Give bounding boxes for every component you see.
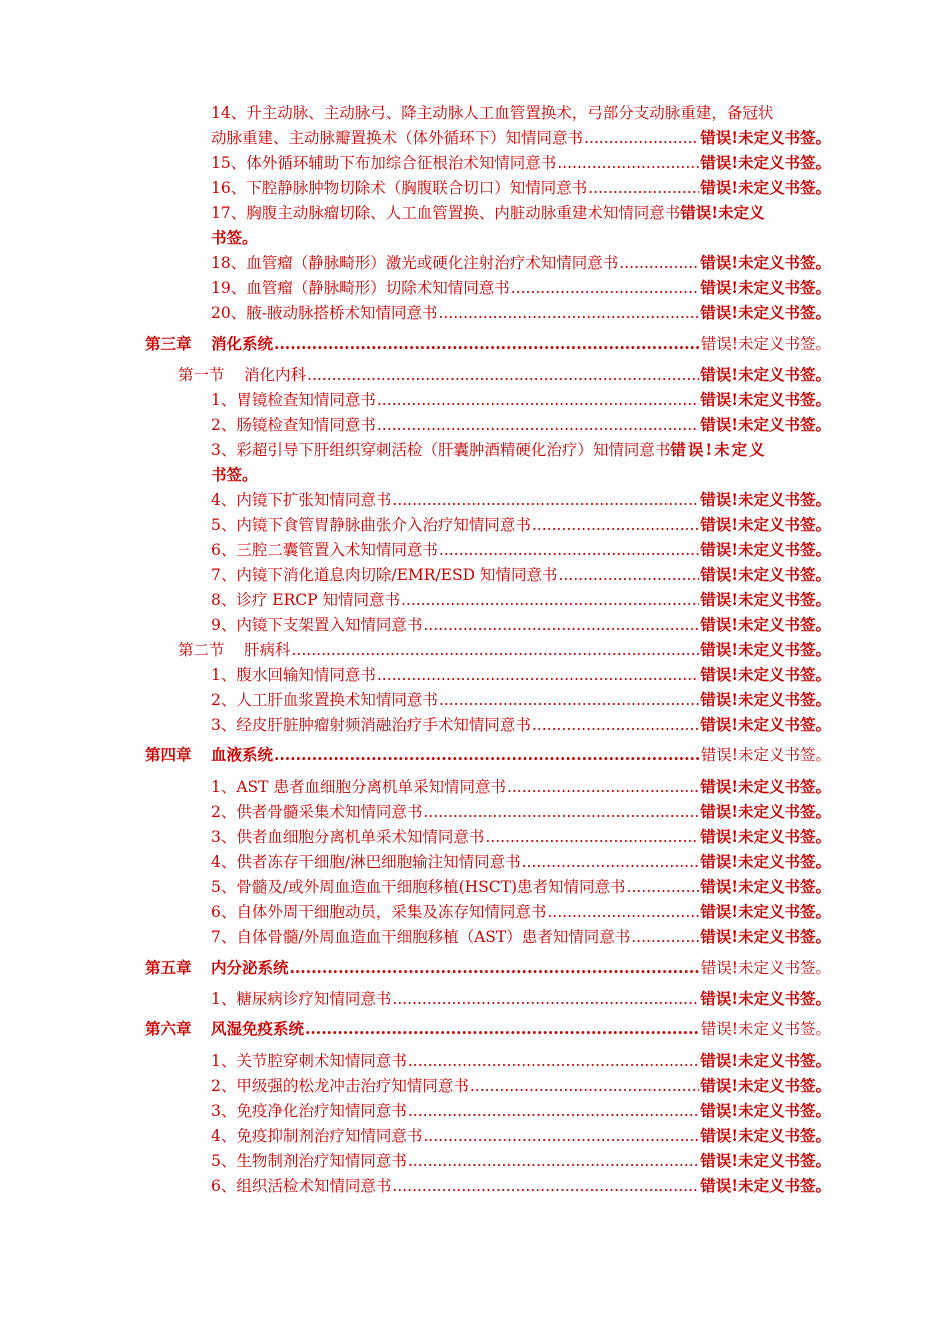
page-ref-error: 错误!未定义书签。 xyxy=(700,590,831,609)
chapter-number: 第六章 xyxy=(145,1019,192,1038)
page-ref-error: 错误!未定义书签。 xyxy=(700,178,831,197)
section-number: 第一节 xyxy=(178,366,225,384)
chapter-title: 内分泌系统 xyxy=(211,958,289,977)
toc-entry-text: 7、内镜下消化道息肉切除/EMR/ESD 知情同意书 xyxy=(211,566,558,584)
leader-dots xyxy=(408,1099,699,1123)
toc-entry-text: 14、升主动脉、主动脉弓、降主动脉人工血管置换术，弓部分支动脉重建，备冠状 xyxy=(211,104,774,122)
page-ref-error: 错误!未定义书签。 xyxy=(700,540,831,559)
page-ref-error: 错误!未定义书签。 xyxy=(700,1126,831,1145)
leader-dots xyxy=(423,613,699,637)
toc-entry-17-line1[interactable] xyxy=(211,201,831,225)
leader-dots xyxy=(507,775,699,799)
toc-chapter-4[interactable] xyxy=(145,743,831,767)
leader-dots xyxy=(584,126,699,150)
toc-entry-18[interactable] xyxy=(211,251,831,275)
page-ref-error: 错误!未定义书签。 xyxy=(700,1076,831,1095)
toc-entry-text: 1、关节腔穿刺术知情同意书 xyxy=(211,1052,407,1070)
toc-chapter-5[interactable] xyxy=(145,956,831,980)
toc-entry-text: 6、组织活检术知情同意书 xyxy=(211,1177,392,1195)
toc-chapter-3[interactable] xyxy=(145,332,831,356)
leader-dots xyxy=(438,301,699,325)
section-title: 消化内科 xyxy=(244,366,307,384)
page-ref-error: 错误!未定义书签。 xyxy=(700,1151,831,1170)
chapter-title: 血液系统 xyxy=(211,745,274,764)
page-ref-error: 错误!未定义书签。 xyxy=(700,802,831,821)
chapter-title: 风湿免疫系统 xyxy=(211,1019,305,1038)
page-ref-error: 错误!未定义书签。 xyxy=(700,515,831,534)
page-ref-error: 错误!未定义书签。 xyxy=(700,303,831,322)
leader-dots xyxy=(377,413,699,437)
page-ref-error: 错误!未定义书签。 xyxy=(700,1101,831,1120)
page-ref-error: 错误!未定义书签。 xyxy=(700,690,831,709)
page-ref-error: 错误!未定义书签。 xyxy=(700,1051,831,1070)
toc-entry-text: 2、人工肝血浆置换术知情同意书 xyxy=(211,691,438,709)
page-ref-error: 错误!未定义书签。 xyxy=(700,777,831,796)
page-ref-error: 错误!未定义书签。 xyxy=(700,490,831,509)
toc-entry-20[interactable] xyxy=(211,301,831,325)
leader-dots xyxy=(274,332,700,356)
toc-entry-19[interactable] xyxy=(211,276,831,300)
toc-entry[interactable] xyxy=(211,1074,831,1098)
toc-entry-text: 8、诊疗 ERCP 知情同意书 xyxy=(211,591,400,609)
leader-dots xyxy=(305,1017,700,1041)
toc-entry-text: 3、供者血细胞分离机单采术知情同意书 xyxy=(211,828,485,846)
toc-entry-text: 5、骨髓及/或外周血造血干细胞移植(HSCT)患者知情同意书 xyxy=(211,878,626,896)
leader-dots xyxy=(392,488,699,512)
leader-dots xyxy=(401,588,699,612)
toc-entry[interactable] xyxy=(211,775,831,799)
page-ref-error: 错误!未定义书签。 xyxy=(700,715,831,734)
leader-dots xyxy=(408,1049,699,1073)
page-ref-error: 错误!未定义书签。 xyxy=(700,1020,831,1038)
section-number: 第二节 xyxy=(178,641,225,659)
leader-dots xyxy=(532,513,699,537)
page-ref-error: 错误!未定义书签。 xyxy=(700,902,831,921)
toc-entry-text: 1、腹水回输知情同意书 xyxy=(211,666,376,684)
toc-entry-text: 6、自体外周干细胞动员，采集及冻存知情同意书 xyxy=(211,903,547,921)
page-ref-error: 错误!未定义书签。 xyxy=(700,665,831,684)
leader-dots xyxy=(307,363,699,387)
toc-entry[interactable] xyxy=(211,563,831,587)
leader-dots xyxy=(439,688,699,712)
leader-dots xyxy=(485,825,699,849)
page-ref-error: 错误!未定义书签。 xyxy=(700,989,831,1008)
toc-entry-text: 17、胸腹主动脉瘤切除、人工血管置换、内脏动脉重建术知情同意书 xyxy=(211,204,681,222)
toc-entry-text: 7、自体骨髓/外周血造血干细胞移植（AST）患者知情同意书 xyxy=(211,928,631,946)
toc-entry[interactable] xyxy=(211,1124,831,1148)
leader-dots xyxy=(392,1174,699,1198)
toc-entry[interactable] xyxy=(211,488,831,512)
toc-section-3-1[interactable] xyxy=(178,363,831,387)
section-title: 肝病科 xyxy=(244,641,291,659)
toc-entry-text: 6、三腔二囊管置入术知情同意书 xyxy=(211,541,438,559)
page-ref-error: 错误!未定义书签。 xyxy=(700,746,831,764)
page-ref-error: 错误!未定义书签。 xyxy=(700,278,831,297)
leader-dots xyxy=(522,850,700,874)
toc-entry[interactable] xyxy=(211,987,831,1011)
toc-entry-text: 4、供者冻存干细胞/淋巴细胞输注知情同意书 xyxy=(211,853,521,871)
leader-dots xyxy=(532,713,699,737)
toc-entry[interactable] xyxy=(211,688,831,712)
toc-entry[interactable] xyxy=(211,663,831,687)
toc-entry-16[interactable] xyxy=(211,176,831,200)
toc-entry[interactable] xyxy=(211,925,831,949)
toc-entry-text: 5、生物制剂治疗知情同意书 xyxy=(211,1152,407,1170)
toc-entry[interactable] xyxy=(211,900,831,924)
page-ref-error: 错误!未定义书签。 xyxy=(700,852,831,871)
leader-dots xyxy=(423,800,699,824)
page-ref-error: 错误!未定义书签。 xyxy=(700,365,831,384)
leader-dots xyxy=(377,663,699,687)
page-ref-error: 错误!未定义书签。 xyxy=(700,253,831,272)
leader-dots xyxy=(470,1074,699,1098)
toc-entry-text: 16、下腔静脉肿物切除术（胸腹联合切口）知情同意书 xyxy=(211,179,588,197)
page-ref-error: 错误!未定义书签。 xyxy=(700,390,831,409)
toc-entry-text: 3、经皮肝脏肿瘤射频消融治疗手术知情同意书 xyxy=(211,716,531,734)
toc-entry[interactable] xyxy=(211,825,831,849)
toc-entry-text: 2、供者骨髓采集术知情同意书 xyxy=(211,803,423,821)
page-ref-error: 错误!未定义书签。 xyxy=(700,1176,831,1195)
page-ref-error: 错误!未定义书签。 xyxy=(700,640,831,659)
chapter-number: 第三章 xyxy=(145,334,192,353)
page-ref-error: 错误!未定义书签。 xyxy=(700,335,831,353)
toc-entry-text: 19、血管瘤（静脉畸形）切除术知情同意书 xyxy=(211,279,510,297)
toc-entry[interactable] xyxy=(211,388,831,412)
toc-entry-wrapped-line1[interactable] xyxy=(211,438,831,462)
chapter-number: 第四章 xyxy=(145,745,192,764)
toc-entry-text: 5、内镜下食管胃静脉曲张介入治疗知情同意书 xyxy=(211,516,531,534)
toc-entry[interactable] xyxy=(211,1099,831,1123)
toc-entry[interactable] xyxy=(211,588,831,612)
page-ref-error: 错误!未定义书签。 xyxy=(700,877,831,896)
toc-entry[interactable] xyxy=(211,800,831,824)
toc-entry-text: 4、内镜下扩张知情同意书 xyxy=(211,491,392,509)
page-ref-error: 错误!未定义书签。 xyxy=(700,615,831,634)
leader-dots xyxy=(547,900,699,924)
toc-entry-text: 18、血管瘤（静脉畸形）激光或硬化注射治疗术知情同意书 xyxy=(211,254,619,272)
leader-dots xyxy=(292,638,700,662)
toc-entry-text: 15、体外循环辅助下布加综合征根治术知情同意书 xyxy=(211,154,557,172)
toc-entry-text: 2、肠镜检查知情同意书 xyxy=(211,416,376,434)
page-ref-error: 书签。 xyxy=(211,228,258,247)
toc-entry[interactable] xyxy=(211,1174,831,1198)
leader-dots xyxy=(423,1124,699,1148)
toc-entry[interactable] xyxy=(211,1149,831,1173)
page-ref-error: 错误!未定义 xyxy=(670,440,767,459)
toc-entry-text: 1、AST 患者血细胞分离机单采知情同意书 xyxy=(211,778,506,796)
leader-dots xyxy=(557,151,699,175)
leader-dots xyxy=(627,875,700,899)
toc-section-3-2[interactable] xyxy=(178,638,831,662)
toc-entry-text: 2、甲级强的松龙冲击治疗知情同意书 xyxy=(211,1077,469,1095)
toc-entry-14-line2[interactable] xyxy=(211,126,831,150)
toc-entry-text: 3、彩超引导下肝组织穿刺活检（肝囊肿酒精硬化治疗）知情同意书 xyxy=(211,441,671,459)
leader-dots xyxy=(377,388,699,412)
page-ref-error: 错误!未定义书签。 xyxy=(700,927,831,946)
toc-entry[interactable] xyxy=(211,613,831,637)
leader-dots xyxy=(439,538,699,562)
leader-dots xyxy=(392,987,699,1011)
toc-entry[interactable] xyxy=(211,875,831,899)
leader-dots xyxy=(408,1149,699,1173)
chapter-title: 消化系统 xyxy=(211,334,274,353)
toc-entry[interactable] xyxy=(211,850,831,874)
page-ref-error: 错误!未定义书签。 xyxy=(700,827,831,846)
toc-entry[interactable] xyxy=(211,1049,831,1073)
toc-entry-wrapped-line2[interactable] xyxy=(211,463,831,487)
toc-entry-text: 3、免疫净化治疗知情同意书 xyxy=(211,1102,407,1120)
page-ref-error: 错误!未定义 xyxy=(680,203,765,222)
toc-chapter-6[interactable] xyxy=(145,1017,831,1041)
toc-entry-14-line1[interactable] xyxy=(211,101,831,125)
toc-entry[interactable] xyxy=(211,513,831,537)
toc-entry-text: 1、胃镜检查知情同意书 xyxy=(211,391,376,409)
leader-dots xyxy=(558,563,699,587)
toc-entry-text: 9、内镜下支架置入知情同意书 xyxy=(211,616,423,634)
toc-entry-text: 20、腋-腋动脉搭桥术知情同意书 xyxy=(211,304,438,322)
page-ref-error: 错误!未定义书签。 xyxy=(700,959,831,977)
page-ref-error: 错误!未定义书签。 xyxy=(700,415,831,434)
toc-entry[interactable] xyxy=(211,713,831,737)
leader-dots xyxy=(274,743,700,767)
page-ref-error: 错误!未定义书签。 xyxy=(700,128,831,147)
leader-dots xyxy=(631,925,699,949)
toc-entry-text: 动脉重建、主动脉瓣置换术（体外循环下）知情同意书 xyxy=(211,129,584,147)
toc-entry-text: 4、免疫抑制剂治疗知情同意书 xyxy=(211,1127,423,1145)
toc-entry-text: 1、糖尿病诊疗知情同意书 xyxy=(211,990,392,1008)
leader-dots xyxy=(290,956,700,980)
leader-dots xyxy=(619,251,699,275)
toc-entry-17-line2[interactable] xyxy=(211,226,831,250)
leader-dots xyxy=(588,176,699,200)
toc-entry[interactable] xyxy=(211,538,831,562)
page-ref-error: 错误!未定义书签。 xyxy=(700,565,831,584)
chapter-number: 第五章 xyxy=(145,958,192,977)
page-ref-error: 书签。 xyxy=(211,465,258,484)
toc-entry[interactable] xyxy=(211,413,831,437)
page-ref-error: 错误!未定义书签。 xyxy=(700,153,831,172)
toc-entry-15[interactable] xyxy=(211,151,831,175)
leader-dots xyxy=(511,276,699,300)
